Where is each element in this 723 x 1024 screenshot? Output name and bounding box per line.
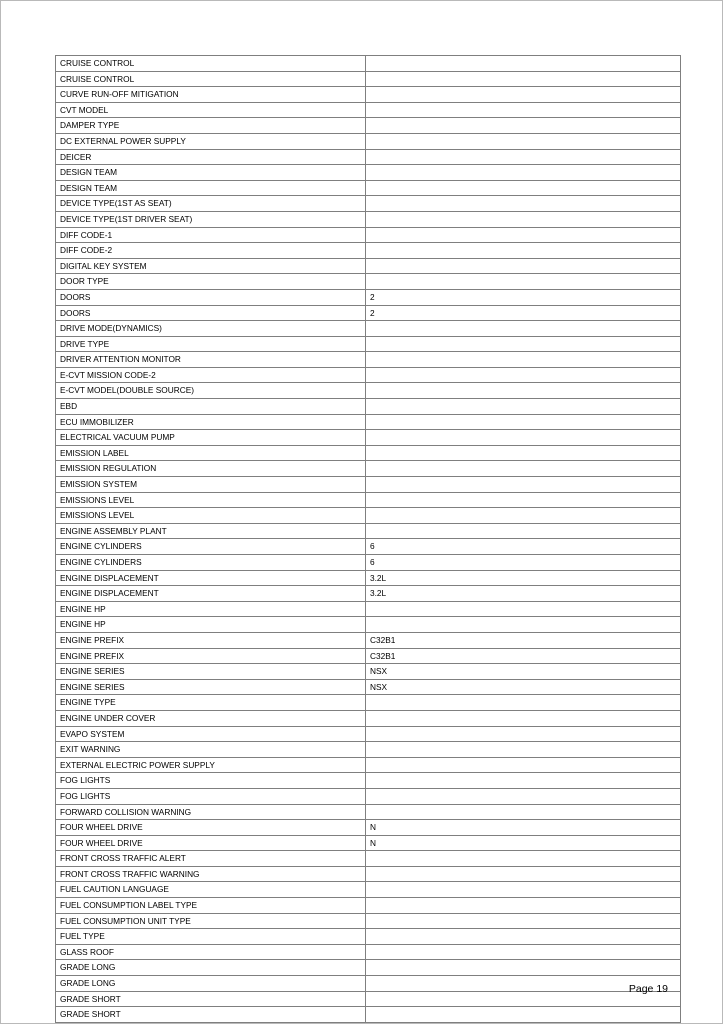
spec-value-cell (366, 243, 681, 259)
spec-name-cell: ENGINE PREFIX (56, 648, 366, 664)
spec-name-cell: FUEL CONSUMPTION UNIT TYPE (56, 913, 366, 929)
spec-name-cell: EBD (56, 399, 366, 415)
spec-name-cell: GRADE SHORT (56, 991, 366, 1007)
spec-value-cell (366, 274, 681, 290)
table-row (56, 586, 681, 602)
spec-value-cell (366, 102, 681, 118)
spec-value-cell (366, 866, 681, 882)
spec-name-cell: GRADE LONG (56, 960, 366, 976)
spec-value-cell (366, 165, 681, 181)
spec-name-cell: ENGINE HP (56, 601, 366, 617)
specification-table (55, 55, 681, 1023)
table-row (56, 305, 681, 321)
spec-name-cell: ECU IMMOBILIZER (56, 414, 366, 430)
spec-value-cell (366, 695, 681, 711)
spec-value-cell (366, 726, 681, 742)
spec-value-cell (366, 508, 681, 524)
spec-name-cell: DRIVE TYPE (56, 336, 366, 352)
spec-name-cell: FOUR WHEEL DRIVE (56, 820, 366, 836)
spec-value-cell (366, 601, 681, 617)
table-row (56, 321, 681, 337)
spec-name-cell: DRIVE MODE(DYNAMICS) (56, 321, 366, 337)
table-row (56, 196, 681, 212)
spec-value-cell (366, 710, 681, 726)
spec-value-cell (366, 367, 681, 383)
table-row (56, 1007, 681, 1023)
table-row (56, 991, 681, 1007)
spec-name-cell: CRUISE CONTROL (56, 71, 366, 87)
table-row (56, 898, 681, 914)
table-row (56, 477, 681, 493)
spec-name-cell: DIGITAL KEY SYSTEM (56, 258, 366, 274)
table-body (56, 56, 681, 1023)
table-row (56, 632, 681, 648)
spec-value-cell (366, 118, 681, 134)
spec-name-cell: ELECTRICAL VACUUM PUMP (56, 430, 366, 446)
table-row (56, 211, 681, 227)
spec-value-cell: 3.2L (366, 570, 681, 586)
table-row (56, 617, 681, 633)
spec-name-cell: ENGINE CYLINDERS (56, 539, 366, 555)
spec-name-cell: ENGINE ASSEMBLY PLANT (56, 523, 366, 539)
table-row (56, 149, 681, 165)
spec-value-cell (366, 523, 681, 539)
table-row (56, 710, 681, 726)
spec-value-cell (366, 788, 681, 804)
spec-name-cell: ENGINE DISPLACEMENT (56, 570, 366, 586)
spec-value-cell: N (366, 820, 681, 836)
table-row (56, 773, 681, 789)
spec-value-cell (366, 882, 681, 898)
spec-value-cell: 2 (366, 289, 681, 305)
spec-name-cell: DC EXTERNAL POWER SUPPLY (56, 133, 366, 149)
spec-name-cell: DEICER (56, 149, 366, 165)
spec-value-cell (366, 258, 681, 274)
spec-name-cell: FUEL CAUTION LANGUAGE (56, 882, 366, 898)
table-row (56, 336, 681, 352)
table-row (56, 679, 681, 695)
spec-value-cell (366, 757, 681, 773)
spec-value-cell (366, 336, 681, 352)
spec-value-cell (366, 617, 681, 633)
spec-value-cell (366, 133, 681, 149)
spec-value-cell (366, 196, 681, 212)
table-row (56, 445, 681, 461)
table-row (56, 570, 681, 586)
spec-name-cell: DOORS (56, 289, 366, 305)
table-row (56, 851, 681, 867)
spec-name-cell: EMISSION LABEL (56, 445, 366, 461)
spec-value-cell (366, 321, 681, 337)
table-row (56, 866, 681, 882)
table-row (56, 258, 681, 274)
spec-value-cell (366, 211, 681, 227)
table-row (56, 648, 681, 664)
spec-value-cell (366, 461, 681, 477)
table-row (56, 960, 681, 976)
spec-value-cell (366, 352, 681, 368)
page-footer: Page 19 (628, 983, 668, 995)
spec-value-cell (366, 1007, 681, 1023)
spec-name-cell: FORWARD COLLISION WARNING (56, 804, 366, 820)
spec-value-cell (366, 56, 681, 72)
spec-value-cell: 6 (366, 555, 681, 571)
spec-name-cell: GLASS ROOF (56, 944, 366, 960)
spec-value-cell: 2 (366, 305, 681, 321)
spec-value-cell: N (366, 835, 681, 851)
spec-value-cell (366, 477, 681, 493)
spec-name-cell: FRONT CROSS TRAFFIC ALERT (56, 851, 366, 867)
table-row (56, 929, 681, 945)
table-row (56, 243, 681, 259)
table-row (56, 461, 681, 477)
spec-name-cell: FUEL TYPE (56, 929, 366, 945)
table-row (56, 399, 681, 415)
table-row (56, 383, 681, 399)
table-row (56, 87, 681, 103)
table-row (56, 430, 681, 446)
spec-value-cell: NSX (366, 664, 681, 680)
spec-name-cell: FRONT CROSS TRAFFIC WARNING (56, 866, 366, 882)
table-row (56, 726, 681, 742)
spec-name-cell: GRADE SHORT (56, 1007, 366, 1023)
spec-name-cell: DOOR TYPE (56, 274, 366, 290)
spec-value-cell (366, 492, 681, 508)
spec-value-cell (366, 71, 681, 87)
spec-name-cell: E-CVT MISSION CODE-2 (56, 367, 366, 383)
table-row (56, 835, 681, 851)
spec-name-cell: FOG LIGHTS (56, 788, 366, 804)
spec-value-cell (366, 149, 681, 165)
table-row (56, 102, 681, 118)
spec-name-cell: DIFF CODE-1 (56, 227, 366, 243)
spec-value-cell (366, 929, 681, 945)
spec-value-cell (366, 430, 681, 446)
table-row (56, 742, 681, 758)
spec-value-cell (366, 227, 681, 243)
spec-name-cell: EVAPO SYSTEM (56, 726, 366, 742)
table-row (56, 71, 681, 87)
spec-name-cell: CVT MODEL (56, 102, 366, 118)
spec-value-cell (366, 742, 681, 758)
table-row (56, 976, 681, 992)
table-row (56, 492, 681, 508)
table-row (56, 508, 681, 524)
spec-value-cell (366, 383, 681, 399)
spec-value-cell (366, 414, 681, 430)
spec-name-cell: EMISSION REGULATION (56, 461, 366, 477)
spec-value-cell (366, 851, 681, 867)
table-row (56, 274, 681, 290)
spec-value-cell (366, 399, 681, 415)
spec-value-cell: NSX (366, 679, 681, 695)
spec-value-cell (366, 944, 681, 960)
table-row (56, 180, 681, 196)
spec-value-cell (366, 87, 681, 103)
page-content (55, 55, 670, 1023)
table-row (56, 555, 681, 571)
table-row (56, 165, 681, 181)
spec-name-cell: DRIVER ATTENTION MONITOR (56, 352, 366, 368)
spec-name-cell: EXTERNAL ELECTRIC POWER SUPPLY (56, 757, 366, 773)
table-row (56, 804, 681, 820)
table-row (56, 56, 681, 72)
spec-name-cell: E-CVT MODEL(DOUBLE SOURCE) (56, 383, 366, 399)
spec-name-cell: ENGINE CYLINDERS (56, 555, 366, 571)
spec-name-cell: CRUISE CONTROL (56, 56, 366, 72)
spec-value-cell: C32B1 (366, 648, 681, 664)
spec-value-cell (366, 180, 681, 196)
spec-name-cell: ENGINE PREFIX (56, 632, 366, 648)
spec-name-cell: DAMPER TYPE (56, 118, 366, 134)
spec-name-cell: GRADE LONG (56, 976, 366, 992)
spec-name-cell: CURVE RUN-OFF MITIGATION (56, 87, 366, 103)
spec-name-cell: ENGINE UNDER COVER (56, 710, 366, 726)
spec-value-cell (366, 445, 681, 461)
spec-name-cell: DEVICE TYPE(1ST AS SEAT) (56, 196, 366, 212)
spec-value-cell (366, 960, 681, 976)
spec-value-cell: 6 (366, 539, 681, 555)
spec-value-cell (366, 804, 681, 820)
spec-name-cell: EMISSION SYSTEM (56, 477, 366, 493)
spec-value-cell: C32B1 (366, 632, 681, 648)
table-row (56, 227, 681, 243)
spec-name-cell: DOORS (56, 305, 366, 321)
table-row (56, 695, 681, 711)
spec-name-cell: DESIGN TEAM (56, 165, 366, 181)
spec-name-cell: EMISSIONS LEVEL (56, 508, 366, 524)
table-row (56, 118, 681, 134)
spec-value-cell (366, 913, 681, 929)
table-row (56, 523, 681, 539)
spec-value-cell: 3.2L (366, 586, 681, 602)
table-row (56, 788, 681, 804)
spec-name-cell: DESIGN TEAM (56, 180, 366, 196)
table-row (56, 414, 681, 430)
spec-name-cell: FUEL CONSUMPTION LABEL TYPE (56, 898, 366, 914)
spec-name-cell: ENGINE DISPLACEMENT (56, 586, 366, 602)
table-row (56, 133, 681, 149)
table-row (56, 820, 681, 836)
table-row (56, 664, 681, 680)
table-row (56, 289, 681, 305)
table-row (56, 913, 681, 929)
spec-name-cell: ENGINE HP (56, 617, 366, 633)
table-row (56, 757, 681, 773)
table-row (56, 367, 681, 383)
spec-name-cell: ENGINE SERIES (56, 664, 366, 680)
spec-name-cell: ENGINE TYPE (56, 695, 366, 711)
table-row (56, 352, 681, 368)
spec-value-cell (366, 898, 681, 914)
spec-name-cell: DIFF CODE-2 (56, 243, 366, 259)
table-row (56, 944, 681, 960)
spec-name-cell: DEVICE TYPE(1ST DRIVER SEAT) (56, 211, 366, 227)
spec-name-cell: FOG LIGHTS (56, 773, 366, 789)
table-row (56, 882, 681, 898)
table-row (56, 539, 681, 555)
spec-name-cell: EMISSIONS LEVEL (56, 492, 366, 508)
table-row (56, 601, 681, 617)
spec-value-cell (366, 773, 681, 789)
spec-name-cell: EXIT WARNING (56, 742, 366, 758)
spec-name-cell: ENGINE SERIES (56, 679, 366, 695)
spec-name-cell: FOUR WHEEL DRIVE (56, 835, 366, 851)
